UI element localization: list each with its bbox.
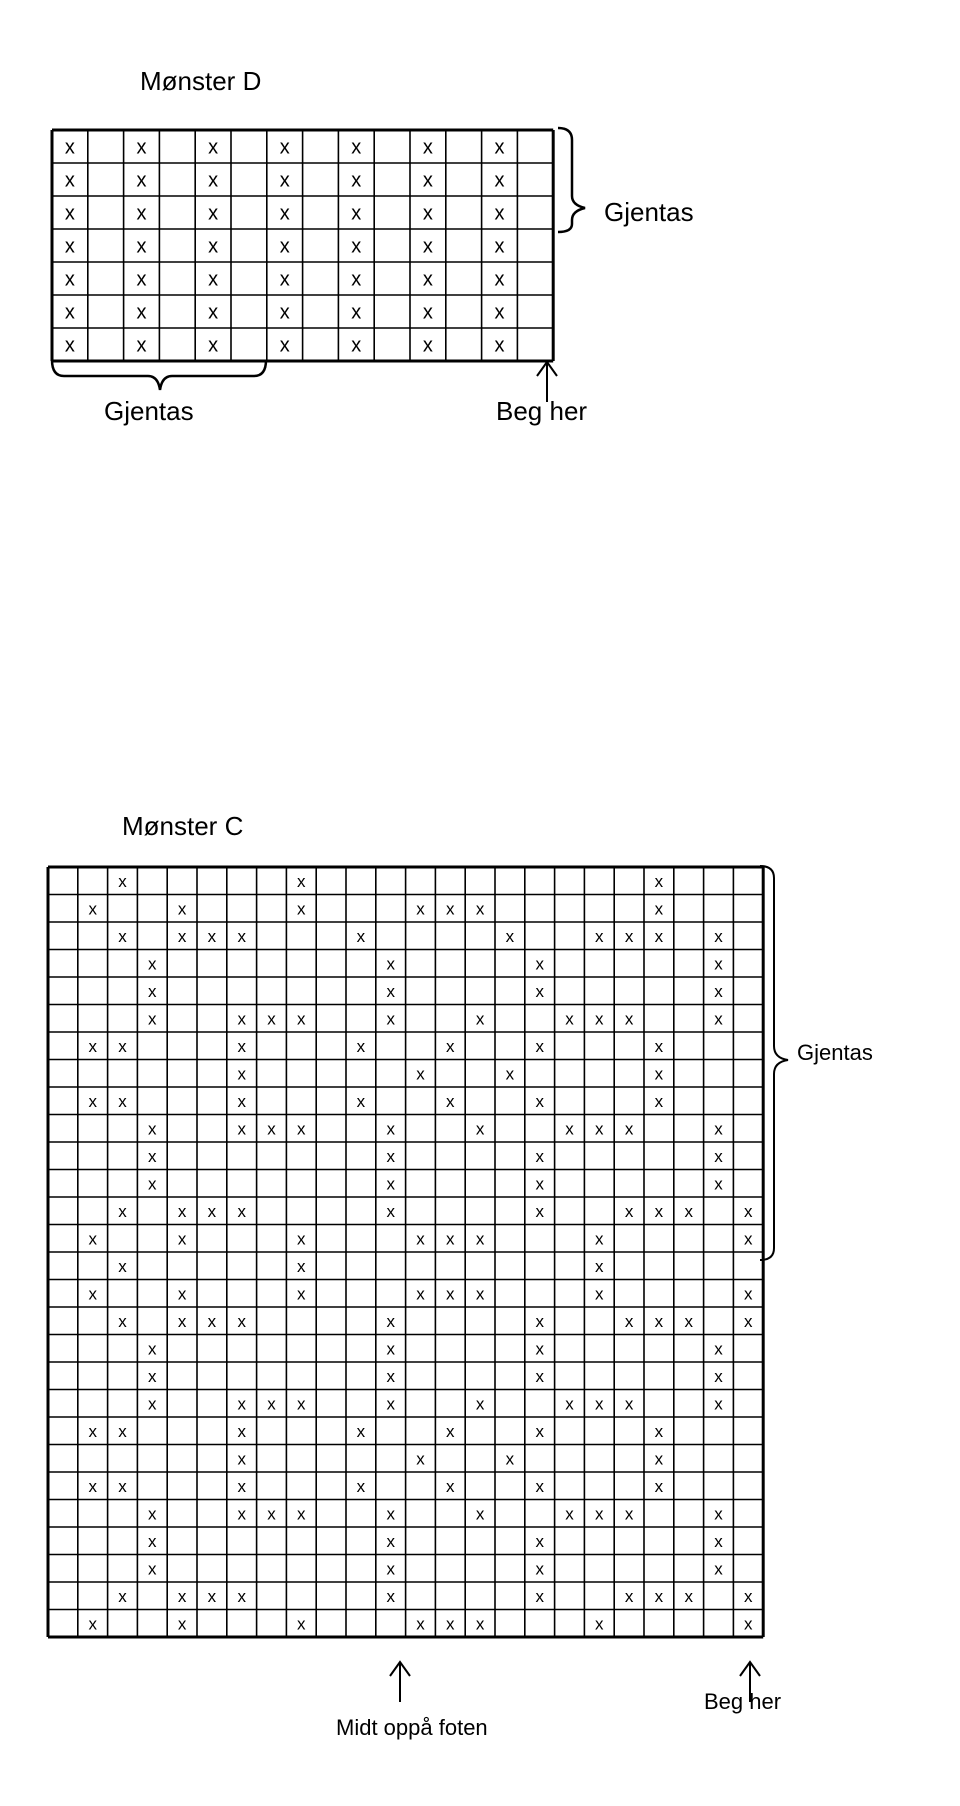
chart-c-stitch-x: x bbox=[386, 954, 395, 974]
chart-c-stitch-x: x bbox=[207, 1311, 217, 1331]
chart-c-stitch-x: x bbox=[237, 1476, 246, 1496]
chart-d-stitch-x: x bbox=[136, 301, 147, 324]
chart-c-stitch-x: x bbox=[684, 1201, 693, 1221]
chart-c-stitch-x: x bbox=[297, 1504, 306, 1524]
chart-c-stitch-x: x bbox=[88, 1284, 97, 1304]
chart-d-bottom-label: Gjentas bbox=[104, 396, 194, 426]
chart-c-start-label: Beg her bbox=[704, 1689, 782, 1714]
chart-d-stitch-x: x bbox=[64, 235, 75, 258]
chart-c-stitch-x: x bbox=[237, 1201, 246, 1221]
chart-c-stitch-x: x bbox=[88, 1036, 97, 1056]
chart-c-middle-arrow bbox=[390, 1662, 410, 1702]
chart-c-stitch-x: x bbox=[177, 1311, 187, 1331]
chart-c-stitch-x: x bbox=[595, 1284, 604, 1304]
chart-d-bottom-bracket bbox=[52, 360, 266, 390]
chart-c-stitch-x: x bbox=[744, 1311, 753, 1331]
chart-c-stitch-x: x bbox=[744, 1229, 753, 1249]
chart-d-stitch-x: x bbox=[64, 268, 75, 291]
chart-c-stitch-x: x bbox=[118, 926, 127, 946]
chart-c-stitch-x: x bbox=[267, 1504, 276, 1524]
chart-d-stitch-x: x bbox=[279, 169, 290, 192]
chart-c-middle-label: Midt oppå foten bbox=[336, 1715, 488, 1740]
chart-c-stitch-x: x bbox=[177, 926, 187, 946]
chart-c-stitch-x: x bbox=[386, 1119, 395, 1139]
chart-c-stitch-x: x bbox=[565, 1504, 574, 1524]
chart-d-title: Mønster D bbox=[140, 66, 262, 96]
chart-c-stitch-x: x bbox=[237, 1586, 246, 1606]
chart-c-stitch-x: x bbox=[386, 1311, 395, 1331]
chart-d-start-label: Beg her bbox=[496, 396, 588, 426]
chart-c-stitch-x: x bbox=[714, 981, 723, 1001]
chart-c-stitch-x: x bbox=[714, 954, 723, 974]
chart-c-stitch-x: x bbox=[654, 1586, 664, 1606]
chart-d-stitch-x: x bbox=[208, 136, 219, 159]
chart-d-stitch-x: x bbox=[351, 136, 362, 159]
chart-d-stitch-x: x bbox=[494, 169, 505, 192]
chart-c-stitch-x: x bbox=[356, 1421, 366, 1441]
chart-d-stitch-x: x bbox=[422, 301, 433, 324]
chart-d-stitch-x: x bbox=[136, 268, 147, 291]
chart-c-stitch-x: x bbox=[297, 1009, 306, 1029]
chart-c-stitch-x: x bbox=[237, 1449, 246, 1469]
chart-c-stitch-x: x bbox=[505, 926, 515, 946]
chart-c-stitch-x: x bbox=[714, 1504, 723, 1524]
chart-c-stitch-x: x bbox=[88, 1091, 97, 1111]
chart-d-stitch-x: x bbox=[279, 268, 290, 291]
chart-c-stitch-x: x bbox=[535, 1201, 544, 1221]
chart-d-stitch-x: x bbox=[279, 334, 290, 357]
chart-d-right-label: Gjentas bbox=[604, 197, 694, 227]
chart-c-stitch-x: x bbox=[207, 926, 217, 946]
chart-c-stitch-x: x bbox=[595, 1229, 604, 1249]
chart-c-stitch-x: x bbox=[624, 1504, 634, 1524]
chart-c-stitch-x: x bbox=[177, 1586, 187, 1606]
chart-c-right-label: Gjentas bbox=[797, 1040, 873, 1065]
chart-c-stitch-x: x bbox=[446, 1036, 455, 1056]
chart-c-stitch-x: x bbox=[356, 926, 366, 946]
chart-c-stitch-x: x bbox=[714, 1009, 723, 1029]
chart-c-stitch-x: x bbox=[475, 1284, 485, 1304]
chart-d-stitch-x: x bbox=[208, 202, 219, 225]
chart-c-stitch-x: x bbox=[118, 1586, 127, 1606]
chart-c-stitch-x: x bbox=[624, 1586, 634, 1606]
chart-d-stitch-x: x bbox=[208, 301, 219, 324]
chart-c-stitch-x: x bbox=[356, 1476, 366, 1496]
chart-c-stitch-x: x bbox=[475, 1009, 485, 1029]
chart-c bbox=[48, 811, 873, 1740]
chart-d-stitch-x: x bbox=[351, 235, 362, 258]
chart-d-stitch-x: x bbox=[351, 268, 362, 291]
chart-c-stitch-x: x bbox=[654, 926, 664, 946]
chart-c-stitch-x: x bbox=[297, 1256, 306, 1276]
chart-c-stitch-x: x bbox=[386, 1559, 395, 1579]
chart-d-stitch-x: x bbox=[422, 235, 433, 258]
chart-c-stitch-x: x bbox=[386, 1146, 395, 1166]
chart-c-stitch-x: x bbox=[595, 1614, 604, 1634]
chart-c-stitch-x: x bbox=[267, 1119, 276, 1139]
chart-c-stitch-x: x bbox=[237, 1394, 246, 1414]
chart-c-stitch-x: x bbox=[118, 1201, 127, 1221]
chart-d-stitch-x: x bbox=[279, 202, 290, 225]
chart-c-stitch-x: x bbox=[535, 1311, 544, 1331]
chart-c-stitch-x: x bbox=[356, 1091, 366, 1111]
chart-c-stitch-x: x bbox=[595, 1504, 604, 1524]
chart-c-stitch-x: x bbox=[595, 1009, 604, 1029]
chart-d-stitch-x: x bbox=[64, 169, 75, 192]
chart-c-stitch-x: x bbox=[714, 1119, 723, 1139]
chart-c-stitch-x: x bbox=[148, 1394, 157, 1414]
chart-c-stitch-x: x bbox=[654, 1201, 664, 1221]
chart-c-stitch-x: x bbox=[118, 1476, 127, 1496]
chart-d-stitch-x: x bbox=[422, 136, 433, 159]
chart-c-stitch-x: x bbox=[118, 871, 127, 891]
chart-c-stitch-x: x bbox=[148, 1504, 157, 1524]
chart-c-stitch-x: x bbox=[714, 1531, 723, 1551]
chart-d-stitch-x: x bbox=[494, 334, 505, 357]
chart-c-stitch-x: x bbox=[744, 1586, 753, 1606]
chart-c-stitch-x: x bbox=[386, 1009, 395, 1029]
chart-c-stitch-x: x bbox=[624, 926, 634, 946]
chart-c-stitch-x: x bbox=[88, 1614, 97, 1634]
chart-c-stitch-x: x bbox=[297, 1614, 306, 1634]
chart-c-stitch-x: x bbox=[565, 1394, 574, 1414]
chart-d-stitch-x: x bbox=[208, 235, 219, 258]
chart-c-stitch-x: x bbox=[446, 1091, 455, 1111]
chart-c-stitch-x: x bbox=[386, 1394, 395, 1414]
chart-c-stitch-x: x bbox=[386, 981, 395, 1001]
chart-d-stitch-x: x bbox=[494, 235, 505, 258]
chart-c-stitch-x: x bbox=[267, 1394, 276, 1414]
chart-c-stitch-x: x bbox=[148, 1339, 157, 1359]
chart-c-stitch-x: x bbox=[714, 1366, 723, 1386]
chart-d-stitch-x: x bbox=[422, 169, 433, 192]
chart-c-stitch-x: x bbox=[505, 1449, 515, 1469]
chart-c-stitch-x: x bbox=[177, 1201, 187, 1221]
chart-c-stitch-x: x bbox=[475, 899, 485, 919]
chart-c-stitch-x: x bbox=[535, 1366, 544, 1386]
chart-c-stitch-x: x bbox=[386, 1174, 395, 1194]
chart-d-stitch-x: x bbox=[279, 301, 290, 324]
chart-c-stitch-x: x bbox=[535, 1146, 544, 1166]
chart-c-stitch-x: x bbox=[386, 1339, 395, 1359]
chart-c-stitch-x: x bbox=[446, 1614, 455, 1634]
chart-c-stitch-x: x bbox=[386, 1504, 395, 1524]
chart-c-stitch-x: x bbox=[297, 1284, 306, 1304]
chart-c-title: Mønster C bbox=[122, 811, 244, 841]
chart-d-stitch-x: x bbox=[351, 202, 362, 225]
chart-c-stitch-x: x bbox=[148, 1119, 157, 1139]
chart-c-stitch-x: x bbox=[535, 1559, 544, 1579]
chart-c-stitch-x: x bbox=[624, 1119, 634, 1139]
chart-c-stitch-x: x bbox=[624, 1311, 634, 1331]
chart-c-stitch-x: x bbox=[88, 1421, 97, 1441]
chart-c-stitch-x: x bbox=[654, 871, 664, 891]
chart-c-stitch-x: x bbox=[714, 1146, 723, 1166]
chart-c-stitch-x: x bbox=[416, 1449, 425, 1469]
chart-d bbox=[52, 66, 694, 426]
chart-c-stitch-x: x bbox=[88, 1476, 97, 1496]
chart-c-stitch-x: x bbox=[148, 1559, 157, 1579]
chart-c-stitch-x: x bbox=[267, 1009, 276, 1029]
chart-c-stitch-x: x bbox=[446, 1476, 455, 1496]
chart-c-stitch-x: x bbox=[624, 1201, 634, 1221]
chart-c-stitch-x: x bbox=[654, 1311, 664, 1331]
chart-c-stitch-x: x bbox=[207, 1586, 217, 1606]
chart-c-stitch-x: x bbox=[446, 1284, 455, 1304]
chart-c-stitch-x: x bbox=[535, 1174, 544, 1194]
chart-c-stitch-x: x bbox=[88, 899, 97, 919]
chart-d-stitch-x: x bbox=[64, 136, 75, 159]
chart-c-stitch-x: x bbox=[475, 1394, 485, 1414]
chart-c-stitch-x: x bbox=[654, 1421, 664, 1441]
chart-d-stitch-x: x bbox=[64, 301, 75, 324]
chart-c-stitch-x: x bbox=[535, 1476, 544, 1496]
chart-d-stitch-x: x bbox=[136, 235, 147, 258]
chart-d-stitch-x: x bbox=[208, 268, 219, 291]
chart-d-stitch-x: x bbox=[208, 334, 219, 357]
chart-c-stitch-x: x bbox=[565, 1119, 574, 1139]
chart-c-stitch-x: x bbox=[237, 1119, 246, 1139]
chart-c-stitch-x: x bbox=[714, 1394, 723, 1414]
chart-c-stitch-x: x bbox=[714, 926, 723, 946]
chart-d-stitch-x: x bbox=[351, 301, 362, 324]
chart-c-stitch-x: x bbox=[386, 1366, 395, 1386]
chart-c-stitch-x: x bbox=[207, 1201, 217, 1221]
chart-c-stitch-x: x bbox=[565, 1009, 574, 1029]
chart-c-stitch-x: x bbox=[505, 1064, 515, 1084]
chart-c-stitch-x: x bbox=[654, 1036, 664, 1056]
chart-c-stitch-x: x bbox=[744, 1201, 753, 1221]
chart-c-stitch-x: x bbox=[148, 1009, 157, 1029]
chart-d-stitch-x: x bbox=[208, 169, 219, 192]
chart-d-marks bbox=[65, 137, 505, 357]
chart-c-stitch-x: x bbox=[297, 871, 306, 891]
chart-c-stitch-x: x bbox=[446, 899, 455, 919]
chart-d-stitch-x: x bbox=[64, 334, 75, 357]
chart-d-stitch-x: x bbox=[494, 301, 505, 324]
chart-c-stitch-x: x bbox=[416, 1064, 425, 1084]
chart-c-stitch-x: x bbox=[744, 1614, 753, 1634]
chart-c-stitch-x: x bbox=[148, 1366, 157, 1386]
chart-c-stitch-x: x bbox=[386, 1201, 395, 1221]
chart-c-stitch-x: x bbox=[475, 1504, 485, 1524]
chart-c-stitch-x: x bbox=[535, 1339, 544, 1359]
chart-c-stitch-x: x bbox=[88, 1229, 97, 1249]
chart-c-stitch-x: x bbox=[684, 1311, 693, 1331]
chart-d-stitch-x: x bbox=[351, 334, 362, 357]
chart-c-stitch-x: x bbox=[535, 1586, 544, 1606]
chart-c-stitch-x: x bbox=[416, 899, 425, 919]
chart-d-stitch-x: x bbox=[494, 268, 505, 291]
chart-c-stitch-x: x bbox=[744, 1284, 753, 1304]
chart-c-stitch-x: x bbox=[297, 1394, 306, 1414]
chart-c-stitch-x: x bbox=[446, 1421, 455, 1441]
chart-c-stitch-x: x bbox=[624, 1009, 634, 1029]
chart-c-stitch-x: x bbox=[148, 1174, 157, 1194]
chart-c-stitch-x: x bbox=[595, 1119, 604, 1139]
chart-c-stitch-x: x bbox=[416, 1229, 425, 1249]
chart-d-stitch-x: x bbox=[136, 202, 147, 225]
chart-c-stitch-x: x bbox=[535, 981, 544, 1001]
chart-d-stitch-x: x bbox=[279, 235, 290, 258]
chart-c-stitch-x: x bbox=[237, 1036, 246, 1056]
chart-c-stitch-x: x bbox=[118, 1311, 127, 1331]
chart-c-stitch-x: x bbox=[237, 1064, 246, 1084]
chart-c-stitch-x: x bbox=[535, 1421, 544, 1441]
chart-c-stitch-x: x bbox=[237, 1421, 246, 1441]
chart-c-stitch-x: x bbox=[386, 1531, 395, 1551]
chart-c-stitch-x: x bbox=[654, 899, 664, 919]
chart-c-stitch-x: x bbox=[595, 926, 604, 946]
chart-c-stitch-x: x bbox=[148, 981, 157, 1001]
chart-c-stitch-x: x bbox=[237, 1009, 246, 1029]
chart-c-stitch-x: x bbox=[237, 1504, 246, 1524]
chart-d-stitch-x: x bbox=[279, 136, 290, 159]
chart-c-stitch-x: x bbox=[118, 1256, 127, 1276]
chart-c-stitch-x: x bbox=[356, 1036, 366, 1056]
chart-c-stitch-x: x bbox=[416, 1284, 425, 1304]
chart-d-stitch-x: x bbox=[136, 169, 147, 192]
chart-c-stitch-x: x bbox=[654, 1064, 664, 1084]
chart-c-stitch-x: x bbox=[595, 1394, 604, 1414]
chart-c-stitch-x: x bbox=[177, 1284, 187, 1304]
chart-c-stitch-x: x bbox=[535, 1091, 544, 1111]
chart-c-stitch-x: x bbox=[237, 926, 246, 946]
chart-d-stitch-x: x bbox=[422, 202, 433, 225]
chart-c-stitch-x: x bbox=[297, 899, 306, 919]
chart-c-stitch-x: x bbox=[416, 1614, 425, 1634]
chart-c-stitch-x: x bbox=[386, 1586, 395, 1606]
chart-d-stitch-x: x bbox=[351, 169, 362, 192]
chart-c-stitch-x: x bbox=[714, 1559, 723, 1579]
chart-c-stitch-x: x bbox=[475, 1229, 485, 1249]
chart-c-stitch-x: x bbox=[714, 1174, 723, 1194]
chart-c-stitch-x: x bbox=[595, 1256, 604, 1276]
chart-c-stitch-x: x bbox=[297, 1229, 306, 1249]
chart-c-stitch-x: x bbox=[446, 1229, 455, 1249]
chart-c-stitch-x: x bbox=[118, 1421, 127, 1441]
chart-c-stitch-x: x bbox=[475, 1614, 485, 1634]
chart-c-stitch-x: x bbox=[148, 954, 157, 974]
chart-c-stitch-x: x bbox=[237, 1091, 246, 1111]
chart-d-grid bbox=[52, 130, 553, 361]
chart-c-stitch-x: x bbox=[148, 1146, 157, 1166]
chart-c-stitch-x: x bbox=[297, 1119, 306, 1139]
chart-c-stitch-x: x bbox=[654, 1091, 664, 1111]
chart-c-stitch-x: x bbox=[535, 1531, 544, 1551]
chart-d-stitch-x: x bbox=[494, 136, 505, 159]
chart-d-stitch-x: x bbox=[422, 268, 433, 291]
chart-c-stitch-x: x bbox=[177, 1229, 187, 1249]
chart-c-stitch-x: x bbox=[654, 1449, 664, 1469]
chart-d-stitch-x: x bbox=[64, 202, 75, 225]
chart-d-stitch-x: x bbox=[494, 202, 505, 225]
chart-c-stitch-x: x bbox=[177, 1614, 187, 1634]
chart-c-stitch-x: x bbox=[714, 1339, 723, 1359]
chart-c-stitch-x: x bbox=[654, 1476, 664, 1496]
chart-c-stitch-x: x bbox=[177, 899, 187, 919]
chart-d-stitch-x: x bbox=[136, 136, 147, 159]
chart-c-stitch-x: x bbox=[624, 1394, 634, 1414]
chart-d-right-bracket bbox=[558, 128, 585, 232]
chart-c-stitch-x: x bbox=[148, 1531, 157, 1551]
chart-c-stitch-x: x bbox=[475, 1119, 485, 1139]
chart-d-stitch-x: x bbox=[422, 334, 433, 357]
chart-c-stitch-x: x bbox=[535, 954, 544, 974]
chart-d-stitch-x: x bbox=[136, 334, 147, 357]
chart-c-stitch-x: x bbox=[118, 1036, 127, 1056]
chart-c-stitch-x: x bbox=[237, 1311, 246, 1331]
chart-c-stitch-x: x bbox=[118, 1091, 127, 1111]
chart-c-stitch-x: x bbox=[684, 1586, 693, 1606]
chart-c-stitch-x: x bbox=[535, 1036, 544, 1056]
